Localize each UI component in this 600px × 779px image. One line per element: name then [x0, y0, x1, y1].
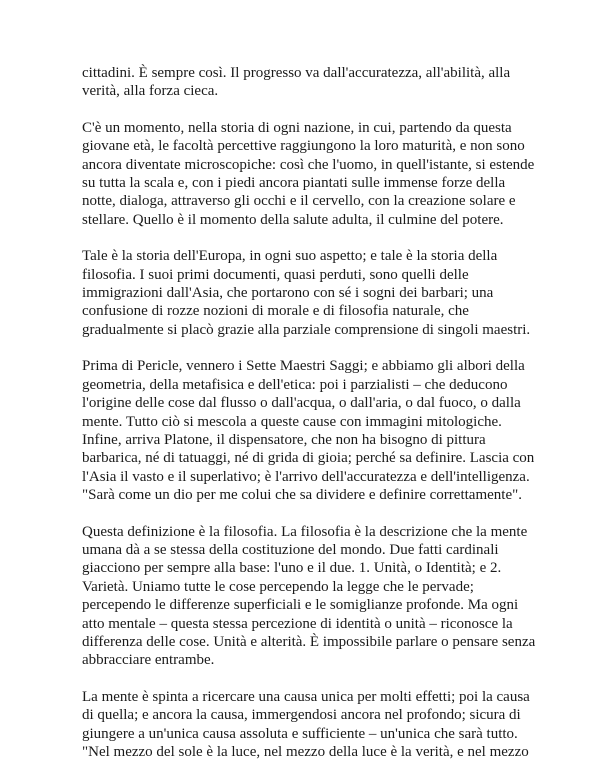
- text-line: confusione di rozze nozioni di morale e di filosofia naturale, che: [82, 303, 469, 320]
- text-line: ancora diventate microscopiche: così che l'uomo, in quell'istante, si estende: [82, 156, 535, 173]
- paragraph-2: [82, 119, 535, 229]
- text-line: giacciono per sempre alla base: l'uno e il due. 1. Unità, o Identità; e 2.: [82, 560, 502, 577]
- text-line: C'è un momento, nella storia di ogni nazione, in cui, partendo da questa: [82, 119, 512, 136]
- text-line: abbracciare entrambe.: [82, 652, 215, 669]
- paragraph-3: [82, 247, 531, 339]
- text-line: cittadini. È sempre così. Il progresso va dall'accuratezza, all'abilità, alla: [82, 65, 511, 81]
- text-line: giovane età, le facoltà percettive raggiungono la loro maturità, e non sono: [82, 138, 525, 155]
- text-line: barbarica, né di tatuaggi, né di grida di gioia; perché sa definire. Lascia con: [82, 450, 535, 467]
- paragraph-5: [82, 523, 536, 670]
- text-line: Prima di Pericle, vennero i Sette Maestri Saggi; e abbiamo gli albori della: [82, 358, 525, 375]
- text-line: l'origine delle cose dal flusso o dall'acqua, o dall'aria, o dal fuoco, o dalla: [82, 395, 521, 412]
- text-line: mente. Tutto ciò si mescola a queste cause con immagini mitologiche.: [82, 413, 502, 430]
- text-line: su tutta la scala e, con i piedi ancora piantati sulle immense forze della: [82, 175, 506, 192]
- document-page: [82, 64, 536, 779]
- text-line: Varietà. Uniamo tutte le cose percependo la legge che le pervade;: [82, 578, 474, 595]
- text-line: stellare. Quello è il momento della salute adulta, il culmine del potere.: [82, 211, 504, 228]
- text-line: "Nel mezzo del sole è la luce, nel mezzo della luce è la verità, e nel mezzo: [82, 744, 529, 760]
- text-line: Infine, arriva Platone, il dispensatore, che non ha bisogno di pittura: [82, 431, 486, 448]
- text-line: "Sarà come un dio per me colui che sa dividere e definire correttamente".: [82, 487, 522, 504]
- text-line: gradualmente si placò grazie alla parziale comprensione di singoli maestri.: [82, 321, 531, 338]
- paragraph-6: [82, 688, 528, 762]
- text-line: filosofia. I suoi primi documenti, quasi perduti, sono quelli delle: [82, 266, 469, 283]
- text-line: umana dà a se stessa della costituzione del mondo. Due fatti cardinali: [82, 541, 499, 558]
- text-line: notte, dialoga, attraverso gli occhi e il cervello, con la creazione solare e: [82, 193, 516, 210]
- text-line: giungere a un'unica causa assoluta e sufficiente – un'unica che sarà tutto.: [82, 725, 518, 742]
- text-line: di quella; e ancora la causa, immergendosi ancora nel profondo; sicura di: [82, 707, 521, 724]
- text-line: verità, alla forza cieca.: [82, 83, 219, 100]
- text-line: immigrazioni dall'Asia, che portarono con sé i sogni dei barbari; una: [82, 285, 494, 302]
- text-line: Tale è la storia dell'Europa, in ogni suo aspetto; e tale è la storia della: [82, 248, 498, 265]
- text-line: percependo le differenze superficiali e le somiglianze profonde. Ma ogni: [82, 597, 519, 614]
- text-line: atto mentale – questa stessa percezione di identità o unità – riconosce la: [82, 615, 513, 632]
- text-line: l'Asia il vasto e il superlativo; è l'arrivo dell'accuratezza e dell'intelligenza.: [82, 468, 530, 485]
- text-line: La mente è spinta a ricercare una causa unica per molti effetti; poi la causa: [82, 688, 530, 705]
- text-line: geometria, della metafisica e dell'etica: poi i parzialisti – che deducono: [82, 376, 508, 393]
- paragraph-4: [82, 357, 535, 504]
- text-line: Questa definizione è la filosofia. La filosofia è la descrizione che la mente: [82, 523, 528, 540]
- paragraph-1: [82, 64, 528, 101]
- text-line: differenza delle cose. Unità e alterità. È impossibile parlare o pensare senza: [82, 633, 536, 650]
